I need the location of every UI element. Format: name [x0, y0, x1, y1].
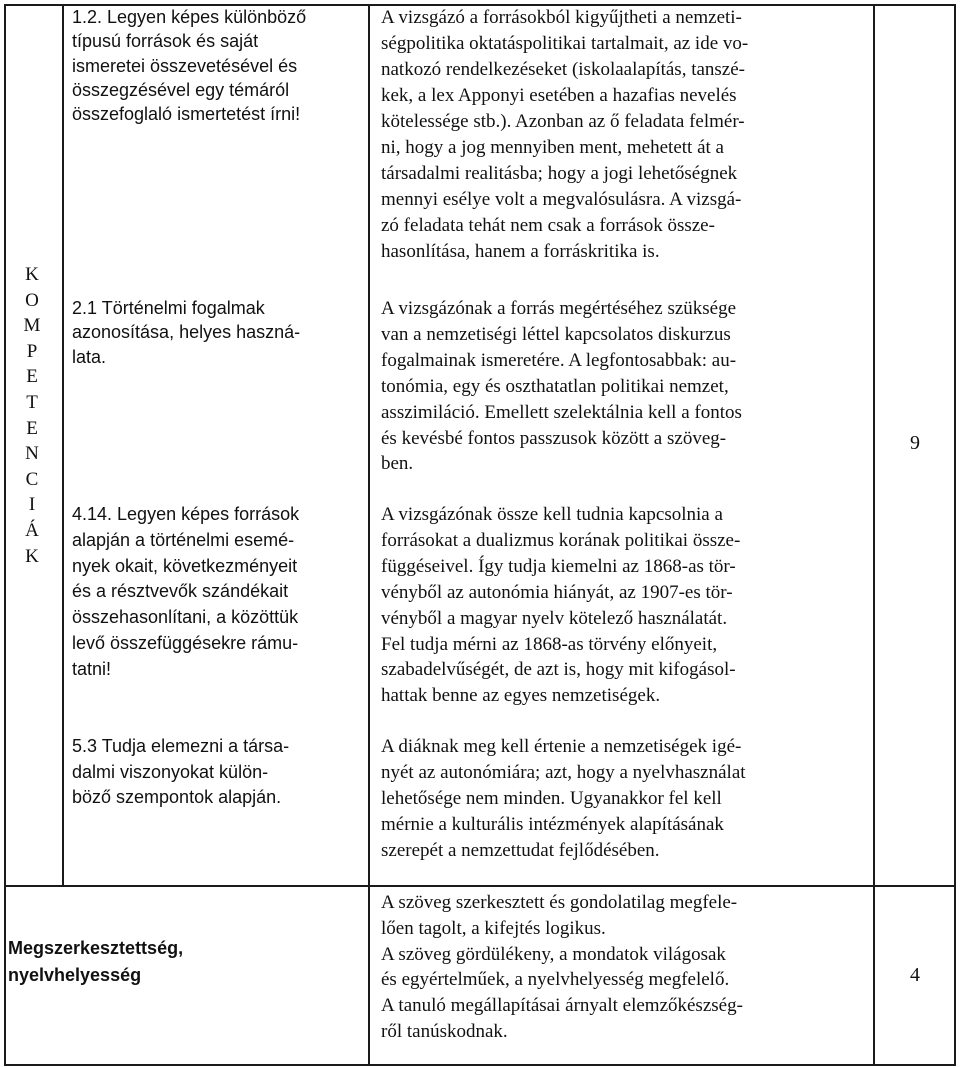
description-line: A tanuló megállapításai árnyalt elemzőkészség- [381, 995, 743, 1017]
criterion-4-14 [72, 502, 299, 683]
criterion-line: ismeretei összevetésével és [72, 55, 298, 76]
letter: Á [25, 519, 39, 541]
criterion-line: összegzésével egy témáról [72, 79, 290, 100]
description-3 [381, 502, 740, 709]
structure-description [381, 890, 743, 1045]
description-line: A szöveg szerkesztett és gondolatilag megfele- [381, 892, 738, 913]
description-line: A diáknak meg kell értenie a nemzetiségek igé- [381, 736, 742, 757]
description-line: kek, a lex Apponyi esetében a hazafias nevelés [381, 85, 737, 106]
horizontal-divider-bottom-row [4, 885, 956, 887]
description-line: ről tanúskodnak. [381, 1020, 508, 1042]
structure-label-line: nyelvhelyesség [8, 965, 142, 985]
description-line: asszimiláció. Emellett szelektálnia kell a fontos [381, 401, 742, 423]
description-line: mennyi esélye volt a megvalósulásra. A vizsgá- [381, 189, 742, 210]
criterion-line: 2.1 Történelmi fogalmak [72, 298, 265, 318]
table-border-right [954, 4, 956, 1066]
criterion-line: 5.3 Tudja elemezni a társa- [72, 736, 290, 756]
description-line: szabadelvűségét, de azt is, hogy mit kifogásol- [381, 659, 736, 681]
letter: I [28, 494, 36, 516]
structure-score: 4 [910, 964, 920, 986]
table-border-bottom [4, 1064, 956, 1066]
table-border-left [4, 4, 6, 1066]
description-line: tonómia, egy és oszthatatlan politikai nemzet, [381, 375, 729, 397]
description-1 [381, 5, 748, 265]
description-line: ben. [381, 453, 414, 475]
letter: M [23, 315, 41, 337]
criterion-line: alapján a történelmi esemé- [72, 529, 295, 550]
letter: O [25, 289, 39, 311]
criterion-1-2 [72, 5, 306, 126]
letter: E [26, 417, 38, 439]
criterion-line: és a résztvevők szándékait [72, 581, 289, 602]
competence-score: 9 [910, 432, 920, 454]
criterion-line: összehasonlítani, a közöttük [72, 607, 299, 628]
description-line: A vizsgázó a forrásokból kigyűjtheti a nemzeti- [381, 7, 742, 28]
criterion-line: összefoglaló ismertetést írni! [72, 104, 301, 125]
description-line: mérnie a kulturális intézmények alapításának [381, 814, 724, 835]
description-line: ségpolitika oktatáspolitikai tartalmait, az ide vo- [381, 33, 749, 54]
description-line: forrásokat a dualizmus korának politikai össze- [381, 529, 741, 551]
vertical-divider-label [62, 4, 64, 886]
criterion-line: típusú források és saját [72, 31, 259, 52]
vertical-divider-score [873, 4, 875, 1066]
letter: P [26, 340, 38, 362]
criterion-line: böző szempontok alapján. [72, 787, 282, 807]
description-line: A vizsgázónak össze kell tudnia kapcsolnia a [381, 504, 723, 525]
description-line: függéseivel. Így tudja kiemelni az 1868-as tör- [381, 555, 736, 577]
criterion-line: nyek okait, következményeit [72, 555, 298, 576]
description-2 [381, 296, 742, 477]
description-line: van a nemzetiségi léttel kapcsolatos diskurzus [381, 323, 731, 345]
criterion-5-3 [72, 734, 289, 811]
description-line: hattak benne az egyes nemzetiségek. [381, 685, 661, 707]
letter: K [25, 545, 39, 567]
letter: K [25, 264, 39, 285]
description-line: társadalmi realitásba; hogy a jogi lehetőségnek [381, 163, 738, 184]
criterion-line: dalmi viszonyokat külön- [72, 761, 269, 782]
description-line: vényből az autonómia hiányát, az 1907-es tör- [381, 581, 733, 603]
criterion-line: tatni! [72, 658, 112, 679]
criterion-2-1 [72, 296, 300, 369]
description-line: szerepét a nemzettudat fejlődésében. [381, 840, 660, 861]
description-line: A vizsgázónak a forrás megértéséhez szüksége [381, 298, 737, 319]
criterion-line: 1.2. Legyen képes különböző [72, 7, 307, 27]
letter: T [26, 391, 38, 413]
description-line: vényből a magyar nyelv kötelező használatát. [381, 607, 728, 629]
description-line: és egyértelműek, a nyelvhelyesség megfelelő. [381, 969, 730, 991]
description-line: hasonlítása, hanem a forráskritika is. [381, 241, 660, 262]
description-line: kötelessége stb.). Azonban az ő feladata felmér- [381, 111, 745, 132]
description-line: zó feladata tehát nem csak a források össze- [381, 215, 715, 236]
letter: C [25, 468, 39, 490]
structure-label-line: Megszerkesztettség, [8, 938, 184, 958]
description-line: lehetősége nem minden. Ugyanakkor fel kell [381, 788, 722, 809]
description-line: nyét az autonómiára; azt, hogy a nyelvhasználat [381, 762, 746, 783]
criterion-line: azonosítása, helyes haszná- [72, 322, 301, 343]
description-line: és kevésbé fontos passzusok között a szöveg- [381, 427, 727, 449]
description-line: ni, hogy a jog mennyiben ment, mehetett át a [381, 137, 724, 158]
letter: E [26, 366, 38, 388]
description-4 [381, 734, 746, 864]
description-line: Fel tudja mérni az 1868-as törvény előnyeit, [381, 633, 718, 655]
structure-label [8, 935, 238, 989]
criterion-line: 4.14. Legyen képes források [72, 504, 300, 524]
competence-vertical-label [10, 262, 54, 569]
vertical-divider-criteria [368, 4, 370, 1066]
description-line: fogalmainak ismeretére. A legfontosabbak: au- [381, 349, 737, 371]
description-line: lően tagolt, a kifejtés logikus. [381, 917, 606, 939]
letter: N [25, 443, 39, 465]
criterion-line: lata. [72, 346, 107, 367]
description-line: natkozó rendelkezéseket (iskolaalapítás, tanszé- [381, 59, 745, 80]
description-line: A szöveg gördülékeny, a mondatok világosak [381, 943, 726, 965]
criterion-line: levő összefüggésekre rámu- [72, 632, 299, 653]
